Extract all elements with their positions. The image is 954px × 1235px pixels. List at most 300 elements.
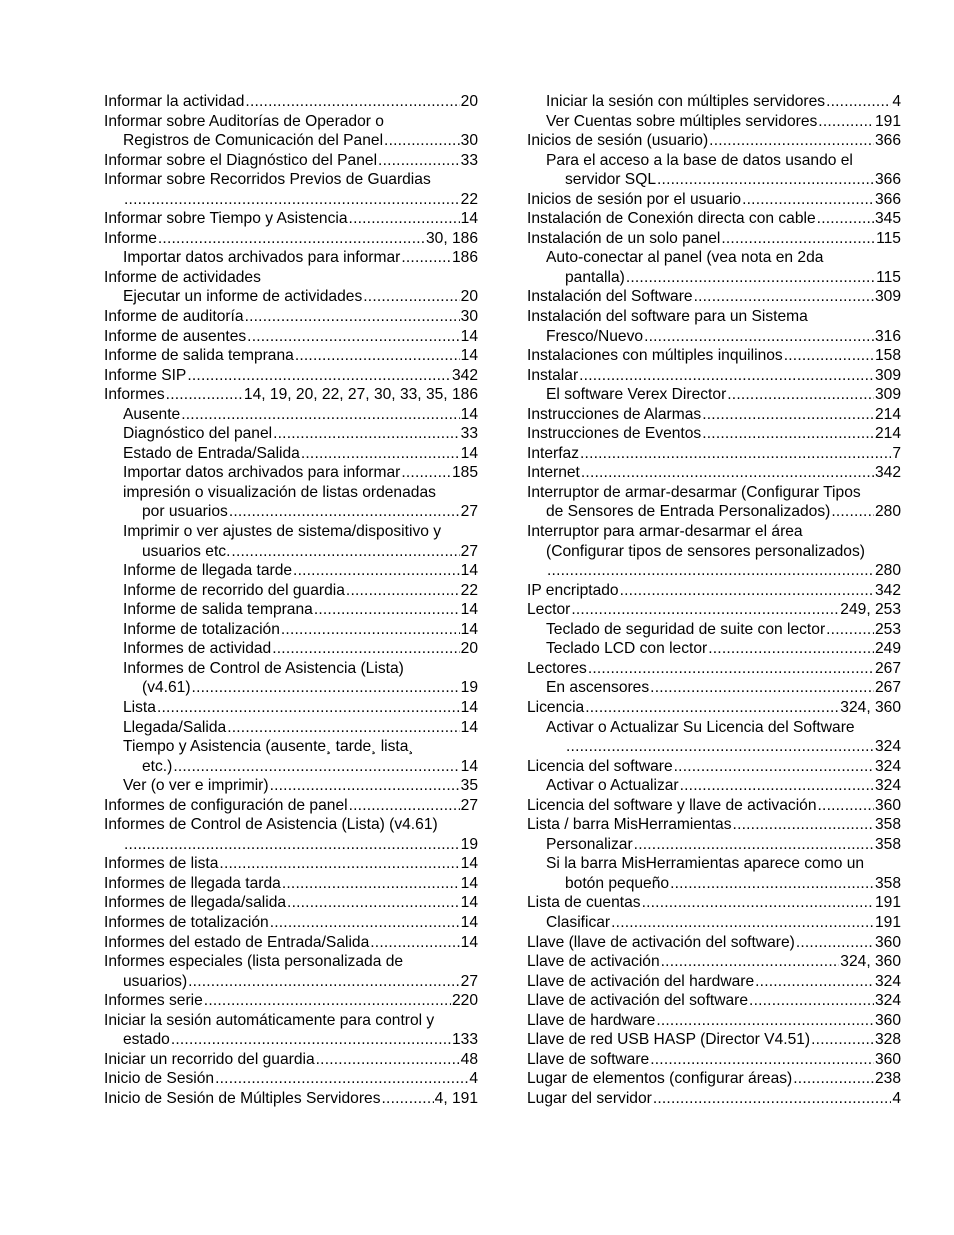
- index-term: Informes de configuración de panel: [104, 796, 348, 814]
- page-reference: 133: [451, 1031, 478, 1049]
- page-reference: 27: [460, 796, 478, 814]
- page-reference: 14: [460, 874, 478, 892]
- index-entry: [527, 287, 901, 307]
- index-entry: [104, 913, 478, 933]
- index-entry: [104, 1089, 478, 1109]
- index-entry: [104, 835, 478, 855]
- index-entry: [527, 542, 901, 562]
- index-term: Informe de ausentes: [104, 327, 247, 345]
- page-reference: 358: [874, 816, 901, 834]
- dot-leader: [644, 327, 874, 347]
- page-reference: 27: [460, 542, 478, 560]
- page-reference: 342: [451, 366, 478, 384]
- index-entry: [104, 424, 478, 444]
- page-reference: 324: [874, 992, 901, 1010]
- index-term: Informes de llegada/salida: [104, 894, 287, 912]
- index-entry: [527, 522, 901, 542]
- index-term: Fresco/Nuevo: [546, 327, 644, 345]
- index-entry: [104, 757, 478, 777]
- dot-leader: [378, 151, 460, 171]
- index-term: Informes de totalización: [104, 913, 269, 931]
- index-term: Ejecutar un informe de actividades: [123, 288, 363, 306]
- page-reference: 358: [874, 874, 901, 892]
- index-entry: [527, 698, 901, 718]
- dot-leader: [796, 933, 874, 953]
- page-reference: 115: [876, 229, 901, 247]
- index-entry: [527, 502, 901, 522]
- index-term: Iniciar la sesión con múltiples servidores: [546, 93, 826, 110]
- index-entry: [104, 209, 478, 229]
- page-reference: 14, 19, 20, 22, 27, 30, 33, 35, 186: [243, 386, 478, 404]
- index-entry: [527, 151, 901, 171]
- page-reference: 20: [460, 640, 478, 658]
- dot-leader: [384, 131, 460, 151]
- index-entry: [104, 933, 478, 953]
- index-term: Informes: [104, 386, 165, 404]
- index-term: Inicio de Sesión: [104, 1070, 215, 1088]
- page-reference: 14: [460, 601, 478, 619]
- dot-leader: [247, 327, 459, 347]
- index-entry: [104, 659, 478, 679]
- index-column-left: [104, 92, 478, 1108]
- dot-leader: [674, 757, 874, 777]
- dot-leader: [749, 991, 874, 1011]
- index-entry: [104, 815, 478, 835]
- dot-leader: [363, 287, 459, 307]
- index-entry: [527, 1089, 901, 1109]
- page-reference: 366: [874, 171, 901, 189]
- dot-leader: [702, 405, 874, 425]
- index-term: Informes de Control de Asistencia (Lista): [123, 659, 404, 677]
- index-term: Para el acceso a la base de datos usando el: [546, 151, 853, 169]
- dot-leader: [401, 463, 451, 483]
- index-entry: [527, 952, 901, 972]
- index-entry: [527, 444, 901, 464]
- index-term: Informe de actividades: [104, 268, 261, 286]
- dot-leader: [733, 815, 874, 835]
- index-term: Estado de Entrada/Salida: [123, 444, 300, 462]
- index-term: Activar o Actualizar Su Licencia del Software: [546, 718, 855, 736]
- page-reference: 19: [460, 679, 478, 697]
- page-reference: 342: [874, 464, 901, 482]
- page-reference: 30, 186: [425, 229, 478, 247]
- page-reference: 324: [874, 972, 901, 990]
- index-entry: [104, 229, 478, 249]
- page-reference: 358: [874, 835, 901, 853]
- index-entry: [527, 757, 901, 777]
- dot-leader: [826, 92, 891, 112]
- index-term: Inicio de Sesión de Múltiples Servidores: [104, 1089, 381, 1107]
- index-entry: [104, 327, 478, 347]
- dot-leader: [192, 678, 460, 698]
- index-entry: [527, 346, 901, 366]
- index-term: Teclado de seguridad de suite con lector: [546, 620, 826, 638]
- dot-leader: [157, 698, 460, 718]
- index-term: Informes del estado de Entrada/Salida: [104, 933, 370, 951]
- page-reference: 366: [874, 190, 901, 208]
- index-entry: [527, 639, 901, 659]
- dot-leader: [579, 366, 874, 386]
- page-reference: 249, 253: [840, 601, 901, 619]
- index-entry: [527, 209, 901, 229]
- index-term: Llave de activación del software: [527, 992, 749, 1010]
- index-term: Llave de software: [527, 1050, 650, 1068]
- dot-leader: [314, 600, 460, 620]
- index-entry: [104, 991, 478, 1011]
- index-term: Informes especiales (lista personalizada de: [104, 953, 404, 971]
- index-entry: [104, 1069, 478, 1089]
- index-term: Llave (llave de activación del software): [527, 933, 795, 951]
- index-entry: [104, 561, 478, 581]
- index-term: Licencia del software y llave de activación: [527, 796, 817, 814]
- index-entry: [104, 444, 478, 464]
- page-reference: 33: [460, 151, 478, 169]
- index-entry: [104, 287, 478, 307]
- dot-leader: [656, 1011, 874, 1031]
- page-reference: 324, 360: [840, 698, 901, 716]
- index-term: Clasificar: [546, 913, 611, 931]
- index-term: Interruptor de armar-desarmar (Configurar Tipos: [527, 483, 861, 501]
- page-reference: 14: [460, 620, 478, 638]
- index-term: Inicios de sesión por el usuario: [527, 190, 742, 208]
- index-term: Lugar del servidor: [527, 1089, 652, 1107]
- dot-leader: [282, 874, 460, 894]
- page-reference: 214: [874, 405, 901, 423]
- page-reference: 14: [460, 210, 478, 228]
- index-term: de Sensores de Entrada Personalizados): [546, 503, 831, 521]
- index-entry: [527, 933, 901, 953]
- index-entry: [527, 776, 901, 796]
- page-reference: 22: [460, 581, 478, 599]
- dot-leader: [181, 405, 459, 425]
- index-entry: [527, 893, 901, 913]
- index-term: Informes de actividad: [123, 640, 272, 658]
- index-term: IP encriptado: [527, 581, 619, 599]
- page-reference: 214: [874, 425, 901, 443]
- index-entry: [527, 854, 901, 874]
- index-term: Tiempo y Asistencia (ausente¸ tarde¸ lista¸: [123, 738, 414, 756]
- page-reference: 249: [874, 640, 901, 658]
- dot-leader: [817, 209, 874, 229]
- index-entry: [527, 600, 901, 620]
- dot-leader: [634, 835, 874, 855]
- page-reference: 14: [460, 913, 478, 931]
- index-entry: [527, 1050, 901, 1070]
- dot-leader: [281, 620, 460, 640]
- index-term: Informes serie: [104, 992, 203, 1010]
- dot-leader: [270, 776, 460, 796]
- page-reference: 14: [460, 933, 478, 951]
- index-term: Ver Cuentas sobre múltiples servidores: [546, 112, 818, 130]
- index-entry: [104, 463, 478, 483]
- dot-leader: [657, 170, 874, 190]
- index-term: Lector: [527, 601, 571, 619]
- index-entry: [527, 405, 901, 425]
- page-reference: 4: [892, 1089, 901, 1107]
- page-reference: 185: [451, 464, 478, 482]
- page-reference: 14: [460, 347, 478, 365]
- index-term: Activar o Actualizar: [546, 777, 679, 795]
- page-reference: 238: [874, 1070, 901, 1088]
- page-reference: 48: [460, 1050, 478, 1068]
- index-term: Informe de recorrido del guardia: [123, 581, 345, 599]
- dot-leader: [661, 952, 840, 972]
- dot-leader: [229, 502, 460, 522]
- page-reference: 27: [460, 503, 478, 521]
- dot-leader: [571, 600, 839, 620]
- index-term: Imprimir o ver ajustes de sistema/dispositivo y: [123, 523, 442, 541]
- page-reference: 316: [874, 327, 901, 345]
- index-entry: [104, 600, 478, 620]
- page-reference: 324: [874, 777, 901, 795]
- index-entry: [104, 874, 478, 894]
- index-entry: [104, 542, 478, 562]
- index-term: Informes de Control de Asistencia (Lista) (v4.61): [104, 816, 438, 834]
- index-entry: [104, 718, 478, 738]
- index-entry: [104, 92, 478, 112]
- index-entry: [104, 854, 478, 874]
- page-reference: 191: [874, 913, 901, 931]
- index-entry: [527, 678, 901, 698]
- dot-leader: [349, 796, 460, 816]
- dot-leader: [349, 209, 460, 229]
- index-term: Importar datos archivados para informar: [123, 464, 401, 482]
- index-term: Llegada/Salida: [123, 718, 227, 736]
- page-reference: 280: [874, 562, 901, 580]
- page-reference: 7: [892, 444, 901, 462]
- dot-leader: [650, 1050, 874, 1070]
- dot-leader: [270, 913, 460, 933]
- index-entry: [104, 1030, 478, 1050]
- index-entry: [527, 796, 901, 816]
- index-term: Lista de cuentas: [527, 894, 641, 912]
- dot-leader: [382, 1089, 434, 1109]
- index-entry: [527, 385, 901, 405]
- index-entry: [527, 92, 901, 112]
- index-term: Llave de activación del hardware: [527, 972, 755, 990]
- index-term: Informe de salida temprana: [123, 601, 313, 619]
- dot-leader: [231, 542, 459, 562]
- page-reference: 14: [460, 894, 478, 912]
- index-term: por usuarios: [142, 503, 228, 521]
- dot-leader: [547, 561, 874, 581]
- index-term: Informe de totalización: [123, 620, 280, 638]
- page-reference: 20: [460, 93, 478, 110]
- index-entry: [527, 190, 901, 210]
- index-term: usuarios): [123, 972, 188, 990]
- dot-leader: [301, 444, 460, 464]
- index-entry: [527, 913, 901, 933]
- dot-leader: [124, 835, 460, 855]
- index-entry: [104, 151, 478, 171]
- index-term: Internet: [527, 464, 580, 482]
- index-entry: [527, 366, 901, 386]
- index-term: botón pequeño: [565, 874, 670, 892]
- page-reference: 309: [874, 288, 901, 306]
- index-term: Personalizar: [546, 835, 633, 853]
- index-term: impresión o visualización de listas ordenadas: [123, 483, 436, 501]
- index-entry: [104, 1011, 478, 1031]
- index-entry: [104, 737, 478, 757]
- dot-leader: [826, 620, 874, 640]
- dot-leader: [158, 229, 425, 249]
- page-reference: 360: [874, 1050, 901, 1068]
- page-reference: 4: [469, 1070, 478, 1088]
- index-term: Instalación del Software: [527, 288, 693, 306]
- page-reference: 360: [874, 1011, 901, 1029]
- index-entry: [104, 776, 478, 796]
- index-entry: [527, 659, 901, 679]
- page-reference: 19: [460, 835, 478, 853]
- page-reference: 22: [460, 190, 478, 208]
- page-reference: 14: [460, 718, 478, 736]
- dot-leader: [370, 933, 459, 953]
- index-entry: [527, 1011, 901, 1031]
- index-entry: [527, 815, 901, 835]
- index-entry: [104, 307, 478, 327]
- index-entry: [104, 268, 478, 288]
- index-entry: [104, 972, 478, 992]
- index-term: Informe de auditoría: [104, 308, 244, 326]
- index-entry: [527, 112, 901, 132]
- dot-leader: [620, 581, 874, 601]
- index-entry: [104, 131, 478, 151]
- page-reference: 366: [874, 132, 901, 150]
- dot-leader: [793, 1069, 874, 1089]
- index-term: Iniciar la sesión automáticamente para control y: [104, 1011, 435, 1029]
- dot-leader: [295, 346, 460, 366]
- index-term: Instalaciones con múltiples inquilinos: [527, 347, 783, 365]
- index-term: Ausente: [123, 405, 181, 423]
- index-entry: [104, 952, 478, 972]
- page-reference: 191: [874, 894, 901, 912]
- index-term: Interfaz: [527, 444, 580, 462]
- page-reference: 360: [874, 796, 901, 814]
- dot-leader: [566, 737, 874, 757]
- page-reference: 324, 360: [840, 953, 901, 971]
- index-term: Informe de salida temprana: [104, 347, 294, 365]
- page-reference: 115: [876, 268, 901, 286]
- dot-leader: [401, 248, 451, 268]
- index-term: Licencia del software: [527, 757, 673, 775]
- page-reference: 14: [460, 444, 478, 462]
- index-entry: [527, 327, 901, 347]
- page-reference: 345: [874, 210, 901, 228]
- dot-leader: [709, 131, 874, 151]
- index-term: Lugar de elementos (configurar áreas): [527, 1070, 793, 1088]
- dot-leader: [818, 796, 874, 816]
- index-term: Informar sobre Auditorías de Operador o: [104, 112, 384, 130]
- index-term: Auto-conectar al panel (vea nota en 2da: [546, 249, 824, 267]
- page-reference: 324: [874, 738, 901, 756]
- index-term: Instalación de Conexión directa con cable: [527, 210, 816, 228]
- dot-leader: [831, 502, 874, 522]
- page-reference: 324: [874, 757, 901, 775]
- index-term: Registros de Comunicación del Panel: [123, 132, 384, 150]
- dot-leader: [245, 92, 459, 112]
- index-term: Lista / barra MisHerramientas: [527, 816, 732, 834]
- page-reference: 158: [874, 347, 901, 365]
- page-reference: 267: [874, 659, 901, 677]
- index-entry: [527, 170, 901, 190]
- index-entry: [527, 1069, 901, 1089]
- index-entry: [527, 424, 901, 444]
- index-term: Informar sobre el Diagnóstico del Panel: [104, 151, 378, 169]
- index-term: Llave de red USB HASP (Director V4.51): [527, 1031, 811, 1049]
- index-term: Instalación del software para un Sistema: [527, 308, 808, 326]
- index-term: Teclado LCD con lector: [546, 640, 708, 658]
- index-entry: [104, 639, 478, 659]
- dot-leader: [293, 561, 460, 581]
- page-reference: 20: [460, 288, 478, 306]
- page-reference: 220: [451, 992, 478, 1010]
- index-entry: [527, 1030, 901, 1050]
- index-term: Informar sobre Tiempo y Asistencia: [104, 210, 348, 228]
- dot-leader: [188, 972, 460, 992]
- index-entry: [527, 581, 901, 601]
- index-entry: [527, 991, 901, 1011]
- dot-leader: [346, 581, 460, 601]
- index-term: Si la barra MisHerramientas aparece como un: [546, 855, 865, 873]
- dot-leader: [580, 444, 891, 464]
- dot-leader: [755, 972, 874, 992]
- page-reference: 186: [451, 249, 478, 267]
- dot-leader: [642, 893, 874, 913]
- index-term: Interruptor para armar-desarmar el área: [527, 523, 803, 541]
- dot-leader: [680, 776, 874, 796]
- dot-leader: [124, 190, 460, 210]
- index-term: Informar sobre Recorridos Previos de Guardias: [104, 171, 431, 189]
- index-entry: [104, 678, 478, 698]
- page-reference: 342: [874, 581, 901, 599]
- dot-leader: [784, 346, 874, 366]
- index-entry: [104, 483, 478, 503]
- page-reference: 191: [874, 112, 901, 130]
- dot-leader: [588, 659, 874, 679]
- page-reference: 267: [874, 679, 901, 697]
- dot-leader: [316, 1050, 460, 1070]
- page-reference: 280: [874, 503, 901, 521]
- page-reference: 309: [874, 366, 901, 384]
- index-term: Informar la actividad: [104, 93, 245, 110]
- index-entry: [104, 522, 478, 542]
- index-entry: [527, 620, 901, 640]
- index-entry: [527, 268, 901, 288]
- page-reference: 27: [460, 972, 478, 990]
- dot-leader: [173, 757, 459, 777]
- index-term: Llave de activación: [527, 953, 660, 971]
- page-reference: 360: [874, 933, 901, 951]
- index-term: En ascensores: [546, 679, 650, 697]
- dot-leader: [818, 112, 874, 132]
- index-entry: [104, 620, 478, 640]
- index-entry: [104, 170, 478, 190]
- index-entry: [104, 248, 478, 268]
- index-term: etc.): [142, 757, 173, 775]
- index-entry: [527, 483, 901, 503]
- index-entry: [104, 698, 478, 718]
- index-term: Instrucciones de Eventos: [527, 425, 702, 443]
- dot-leader: [653, 1089, 891, 1109]
- index-entry: [527, 835, 901, 855]
- dot-leader: [204, 991, 451, 1011]
- index-entry: [104, 581, 478, 601]
- page-reference: 14: [460, 698, 478, 716]
- index-entry: [104, 796, 478, 816]
- page-reference: 4: [892, 93, 901, 110]
- index-term: Iniciar un recorrido del guardia: [104, 1050, 315, 1068]
- index-entry: [527, 229, 901, 249]
